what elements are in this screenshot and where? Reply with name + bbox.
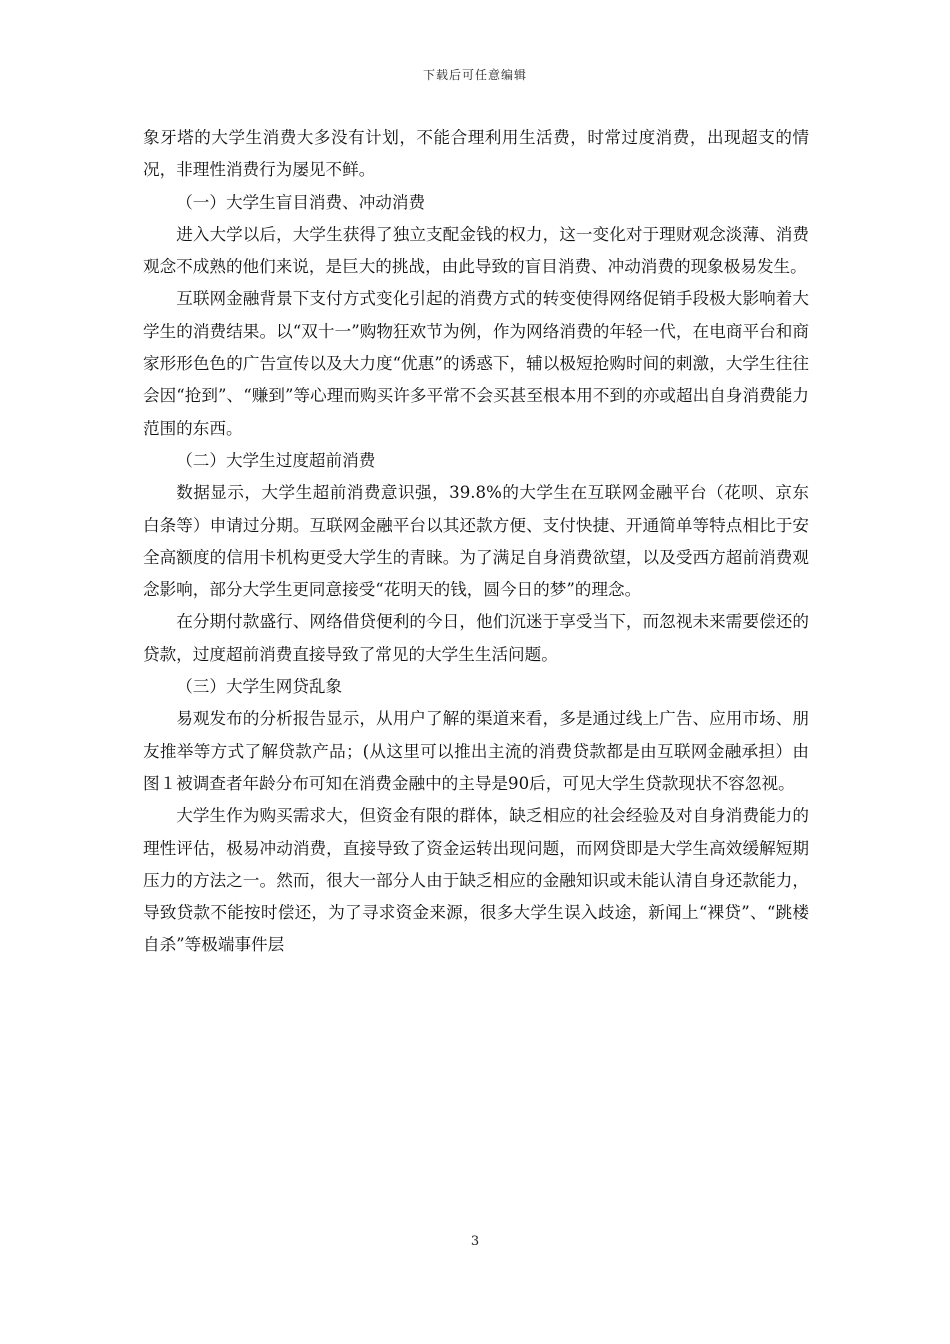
- paragraph: 大学生作为购买需求大，但资金有限的群体，缺乏相应的社会经验及对自身消费能力的理性评估，极易冲动消费，直接导致了资金运转出现问题，而网贷即是大学生高效缓解短期压力的方法之一。然而，很大一部分人由于缺乏相应的金融知识或未能认清自身还款能力，导致贷款不能按时偿还，为了寻求资金来源，很多大学生误入歧途，新闻上“裸贷”、“跳楼自杀”等极端事件层: [143, 806, 809, 955]
- page-number: 3: [470, 1234, 480, 1249]
- paragraph-continued: 象牙塔的大学生消费大多没有计划，不能合理利用生活费，时常过度消费，出现超支的情况，非理性消费行为屡见不鲜。: [143, 128, 809, 180]
- paragraph: 互联网金融背景下支付方式变化引起的消费方式的转变使得网络促销手段极大影响着大学生的消费结果。以“双十一”购物狂欢节为例，作为网络消费的年轻一代，在电商平台和商家形形色色的广告宣传以及大力度“优惠”的诱惑下，辅以极短抢购时间的刺激，大学生往往会因“抢到”、“赚到”等心理而购买许多平常不会买甚至根本用不到的亦或超出自身消费能力范围的东西。: [143, 289, 809, 438]
- page-header: 下载后可任意编辑: [422, 68, 527, 82]
- paragraph: 在分期付款盛行、网络借贷便利的今日，他们沉迷于享受当下，而忽视未来需要偿还的贷款，过度超前消费直接导致了常见的大学生生活问题。: [143, 612, 809, 664]
- paragraph: 进入大学以后，大学生获得了独立支配金钱的权力，这一变化对于理财观念淡薄、消费观念不成熟的他们来说，是巨大的挑战，由此导致的盲目消费、冲动消费的现象极易发生。: [143, 224, 809, 277]
- paragraph: 易观发布的分析报告显示，从用户了解的渠道来看，多是通过线上广告、应用市场、朋友推举等方式了解贷款产品；(从这里可以推出主流的消费贷款都是由互联网金融承担）由图１被调查者年龄分布可知在消费金融中的主导是90后，可见大学生贷款现状不容忽视。: [143, 709, 809, 793]
- document-body: [143, 122, 809, 962]
- section-heading-1: （一）大学生盲目消费、冲动消费: [176, 192, 426, 212]
- section-heading-3: （三）大学生网贷乱象: [176, 677, 343, 697]
- paragraph: 数据显示，大学生超前消费意识强，39.8%的大学生在互联网金融平台（花呗、京东白条等）申请过分期。互联网金融平台以其还款方便、支付快捷、开通简单等特点相比于安全高额度的信用卡机构更受大学生的青睐。为了满足自身消费欲望，以及受西方超前消费观念影响，部分大学生更同意接受“花明天的钱，圆今日的梦”的理念。: [143, 483, 809, 600]
- section-heading-2: （二）大学生过度超前消费: [176, 450, 376, 470]
